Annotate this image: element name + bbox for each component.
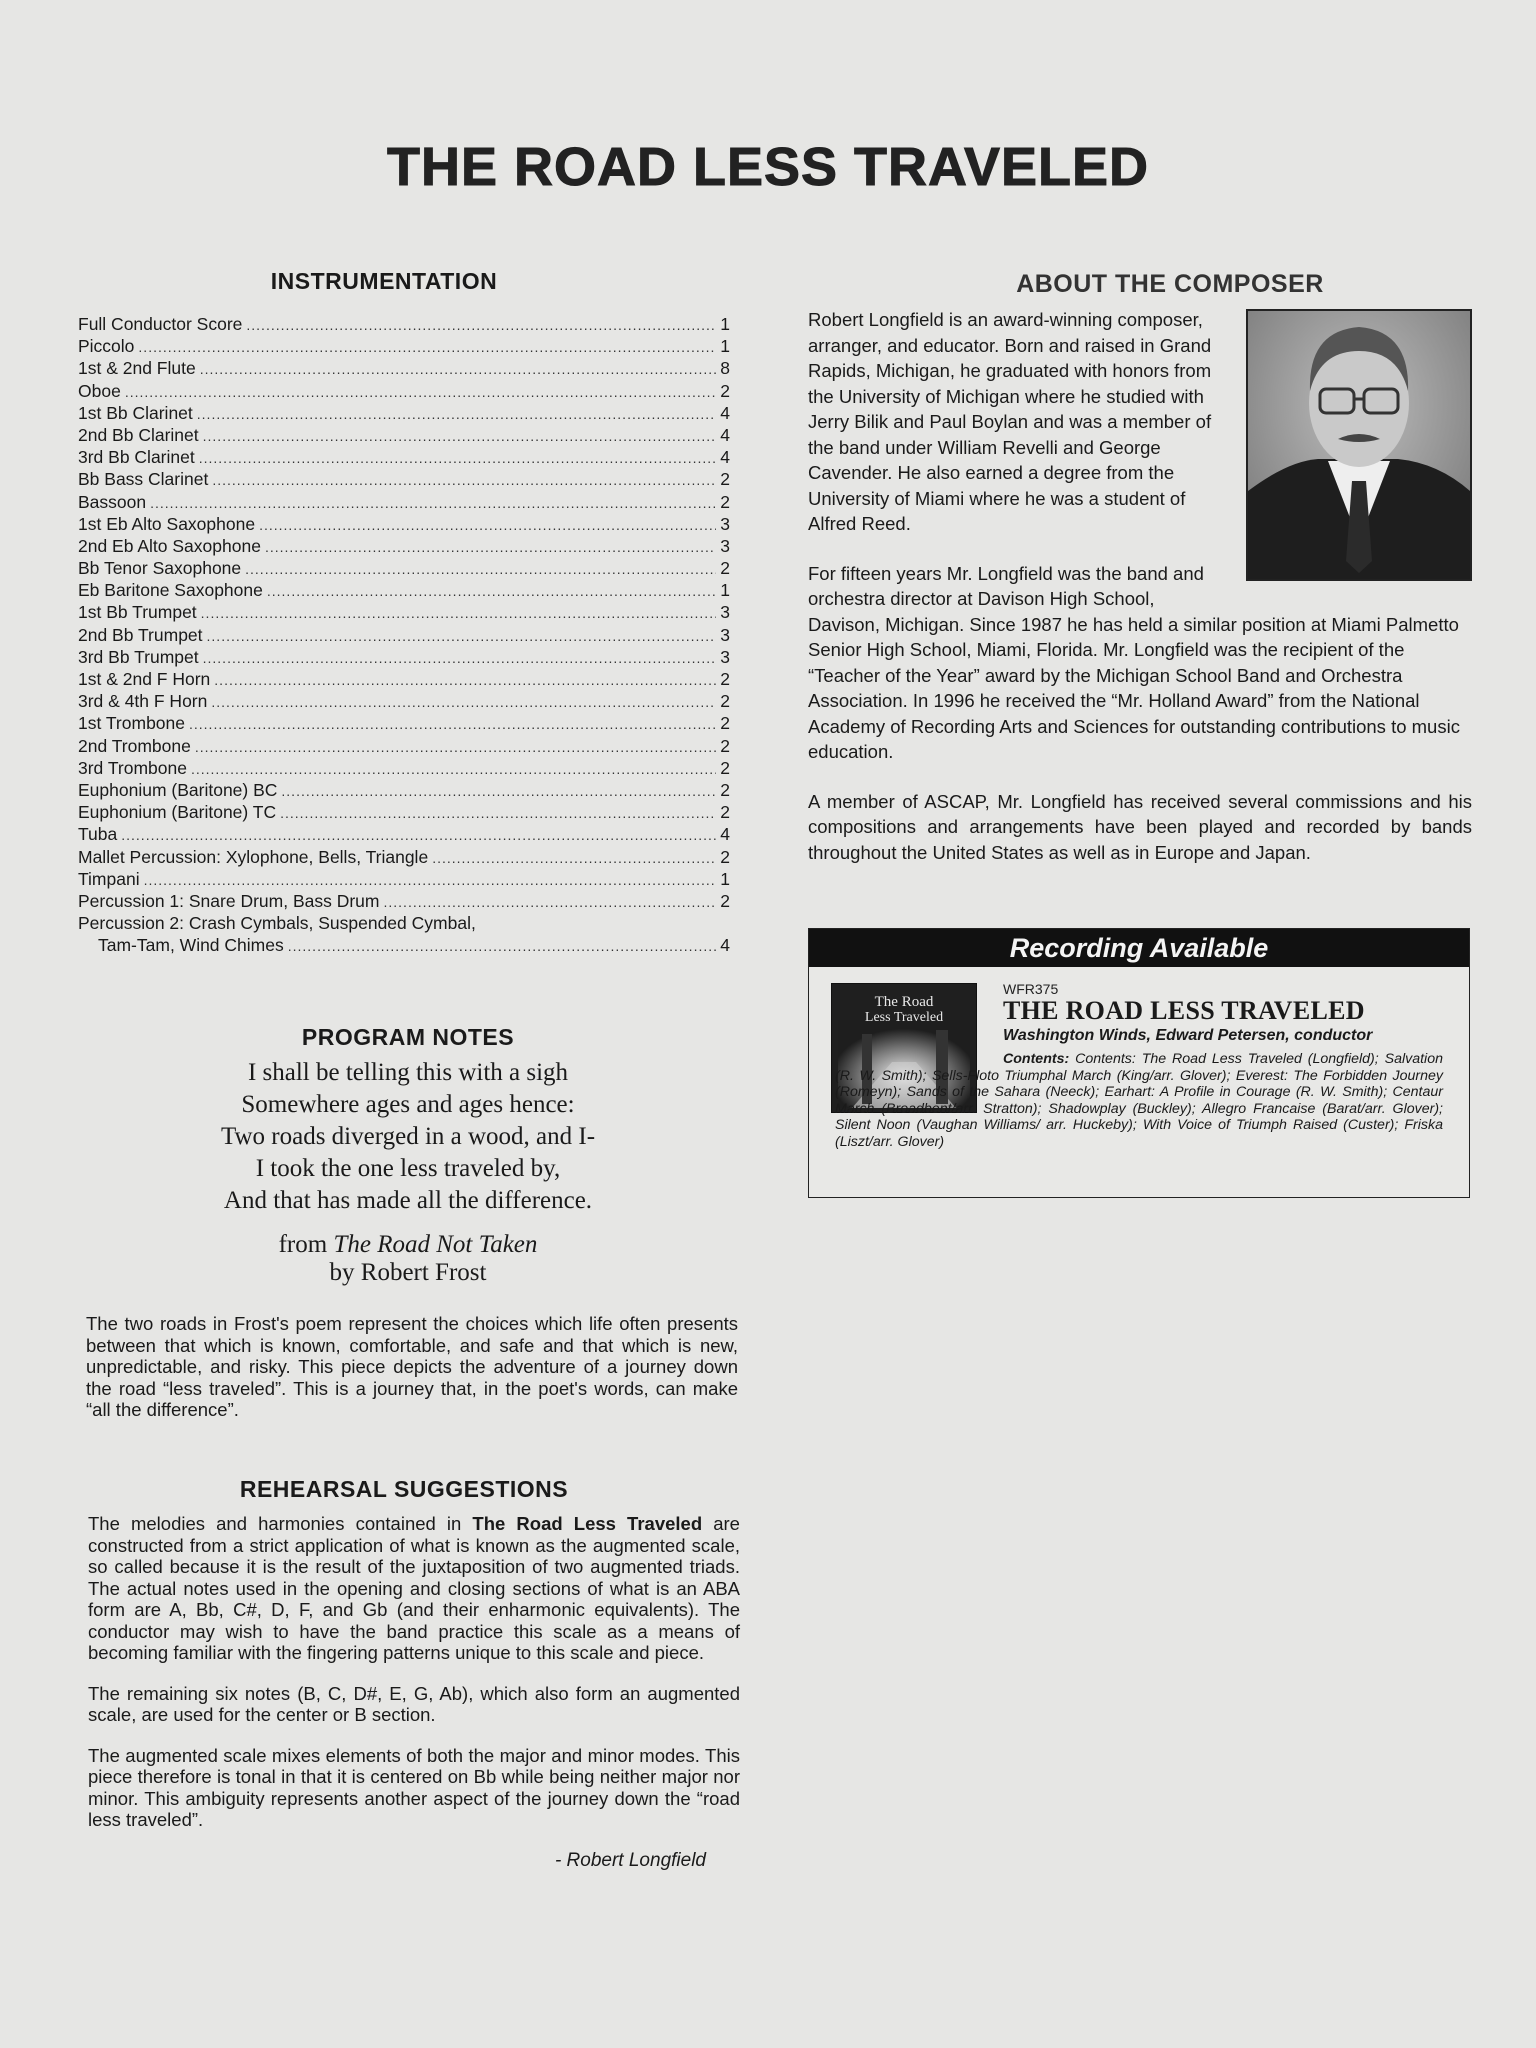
composer-photo [1246, 309, 1472, 581]
instrument-count: 2 [720, 757, 730, 778]
instrument-count: 3 [720, 513, 730, 534]
rehearsal-paragraph-3: The augmented scale mixes elements of both the major and minor modes. This piece therefore is tonal in that it is centered on Bb while being neither major nor minor. This ambiguity represents another aspect of the journey down the “road less traveled”. [88, 1744, 740, 1830]
dot-leader [212, 469, 716, 491]
instrument-name: 2nd Bb Clarinet [78, 424, 199, 445]
recording-heading: Recording Available [809, 929, 1469, 967]
poem-source [78, 1231, 738, 1287]
rehearsal-heading: REHEARSAL SUGGESTIONS [239, 1476, 569, 1502]
instrument-row-continued [78, 934, 730, 956]
program-notes-heading: PROGRAM NOTES [301, 1024, 515, 1050]
instrument-name: Percussion 2: Crash Cymbals, Suspended Cymbal, [78, 913, 476, 934]
instrument-row [78, 823, 730, 845]
poem-line: I took the one less traveled by, [255, 1155, 561, 1182]
instrument-count: 3 [720, 624, 730, 645]
dot-leader [197, 403, 716, 425]
about-paragraph-3: A member of ASCAP, Mr. Longfield has received several commissions and his compositions and arrangements have been played and recorded by bands throughout the United States as well as in Europe and Japan. [808, 790, 1472, 863]
about-paragraph-1: Robert Longfield is an award-winning composer, arranger, and educator. Born and raised in Grand Rapids, Michigan, he graduated with honors from the University of Michigan where he studied with Jerry Bilik and Paul Boylan and was a member of the band under William Revelli and George Cavender. He also earned a degree from the University of Miami where he was a student of Alfred Reed. [808, 309, 1212, 534]
poem-source-title: The Road Not Taken [333, 1231, 538, 1258]
instrument-name: 3rd Bb Trumpet [78, 646, 199, 667]
instrument-name: 1st & 2nd Flute [78, 358, 196, 379]
dot-leader [245, 558, 716, 580]
instrument-row [78, 890, 730, 912]
instrument-row [78, 779, 730, 801]
about-paragraph-2: For fifteen years Mr. Longfield was the band and orchestra director at Davison High School, Davison, Michigan. Since 1987 he has held a similar position at Miami Palmetto Senior High School, Miami, Florida. Mr. Longfield was the recipient of the “Teacher of the Year” award by the Michigan School Band and Orchestra Association. In 1996 he received the “Mr. Holland Award” from the National Academy of Recording Arts and Sciences for outstanding contributions to music education. [808, 562, 1460, 762]
instrument-row [78, 668, 730, 690]
dot-leader [288, 935, 716, 957]
instrument-row [78, 846, 730, 868]
composer-portrait-icon [1248, 311, 1470, 579]
instrument-count: 2 [720, 890, 730, 911]
poem-line: I shall be telling this with a sigh [247, 1059, 569, 1086]
performers: Washington Winds, Edward Petersen, conductor [1003, 1027, 1373, 1044]
instrument-name: Euphonium (Baritone) BC [78, 779, 278, 800]
instrument-count: 4 [720, 424, 730, 445]
instrument-name-continued: Tam-Tam, Wind Chimes [98, 935, 284, 956]
rehearsal-paragraph-2: The remaining six notes (B, C, D#, E, G, Ab), which also form an augmented scale, are used for the center or B section. [88, 1682, 740, 1725]
dot-leader [189, 713, 716, 735]
instrument-count: 4 [720, 447, 730, 468]
instrument-row [78, 402, 730, 424]
instrument-name: 2nd Bb Trumpet [78, 624, 203, 645]
instrument-name: Tuba [78, 824, 118, 845]
instrument-count: 3 [720, 602, 730, 623]
instrument-row [78, 424, 730, 446]
dot-leader [199, 447, 716, 469]
instrument-row [78, 868, 730, 890]
instrument-row [78, 735, 730, 757]
dot-leader [281, 780, 716, 802]
dot-leader [150, 492, 716, 514]
instrument-name: Bassoon [78, 491, 147, 512]
dot-leader [384, 891, 717, 913]
instrument-count: 2 [720, 846, 730, 867]
instrument-count: 2 [720, 558, 730, 579]
rehearsal-p1-text-after: are constructed from a strict application of what is known as the augmented scale, so called because it is the result of the juxtaposition of two augmented triads. The actual notes used in the opening and closing sections of what is an ABA form are A, Bb, C#, D, F, and Gb (and their enharmonic equivalents). The conductor may wish to have the band practice this scale as a means of becoming familiar with the fingering patterns unique to this scale and piece. [88, 1513, 740, 1663]
catalog-code: WFR375 [1003, 981, 1059, 997]
dot-leader [195, 736, 716, 758]
instrument-name: Piccolo [78, 336, 135, 357]
dot-leader [246, 314, 716, 336]
instrument-name: Oboe [78, 380, 121, 401]
dot-leader [432, 847, 716, 869]
instrument-count: 2 [720, 491, 730, 512]
instrument-row [78, 912, 730, 934]
instrument-row [78, 624, 730, 646]
instrument-count: 1 [720, 868, 730, 889]
instrument-name: Mallet Percussion: Xylophone, Bells, Triangle [78, 846, 429, 867]
instrument-row [78, 357, 730, 379]
dot-leader [214, 669, 716, 691]
instrument-row [78, 380, 730, 402]
contents-text: Contents: The Road Less Traveled (Longfield); Salvation (R. W. Smith); Sells-Floto Triumphal March (King/arr. Glover); Everest: The Forbidden Journey (Romeyn); Sands of the Sahara (Neeck); Earhart: A Profile in Courage (R. W. Smith); Centaur March (Broadbent/arr. Stratton); Shadowplay (Buckley); Allegro Francaise (Barat/arr. Glover); Silent Noon (Vaughan Williams/ arr. Huckeby); With Voice of Triumph Raised (Custer); Friska (Liszt/arr. Glover) [835, 1051, 1443, 1150]
dot-leader [125, 381, 716, 403]
instrument-name: Percussion 1: Snare Drum, Bass Drum [78, 890, 380, 911]
instrument-count: 1 [720, 580, 730, 601]
instrumentation-list [78, 313, 730, 956]
instrument-count: 2 [720, 802, 730, 823]
piece-title-bold: The Road Less Traveled [472, 1513, 703, 1534]
instrument-row [78, 335, 730, 357]
poem-source-author: by Robert Frost [329, 1259, 487, 1286]
cd-text-line1: The Road [874, 994, 934, 1010]
instrument-row [78, 579, 730, 601]
about-heading: ABOUT THE COMPOSER [1016, 270, 1324, 298]
instrument-row [78, 601, 730, 623]
instrumentation-heading: INSTRUMENTATION [270, 268, 498, 294]
instrument-count: 2 [720, 691, 730, 712]
instrument-name: 1st Bb Trumpet [78, 602, 197, 623]
instrument-name: Bb Tenor Saxophone [78, 558, 242, 579]
rehearsal-section [88, 1476, 740, 1872]
poem-line: Somewhere ages and ages hence: [241, 1091, 575, 1118]
dot-leader [144, 869, 716, 891]
instrument-count: 2 [720, 713, 730, 734]
recording-box [808, 928, 1470, 1198]
signature: - Robert Longfield [554, 1849, 706, 1871]
dot-leader [211, 691, 716, 713]
dot-leader [203, 425, 716, 447]
instrument-name: 1st Bb Clarinet [78, 402, 193, 423]
instrument-name: Timpani [78, 868, 140, 889]
instrument-count: 3 [720, 646, 730, 667]
rehearsal-paragraph-1 [88, 1513, 740, 1664]
instrument-row [78, 712, 730, 734]
instrument-row [78, 535, 730, 557]
dot-leader [203, 647, 716, 669]
instrument-name: 3rd Trombone [78, 757, 187, 778]
program-notes-body: The two roads in Frost's poem represent the choices which life often presents between that which is known, comfortable, and safe and that which is new, unpredictable, and risky. This piece depicts the adventure of a journey down the road “less traveled”. This is a journey that, in the poet's words, can make “all the difference”. [86, 1313, 738, 1420]
instrument-count: 1 [720, 314, 730, 334]
dot-leader [200, 358, 716, 380]
instrument-count: 2 [720, 380, 730, 401]
instrument-row [78, 646, 730, 668]
instrument-name: Euphonium (Baritone) TC [78, 802, 277, 823]
instrument-name: 3rd & 4th F Horn [78, 691, 208, 712]
dot-leader [280, 802, 716, 824]
instrument-count: 4 [720, 935, 730, 956]
instrument-row [78, 491, 730, 513]
instrument-count: 8 [720, 358, 730, 379]
cd-text-line2: Less Traveled [864, 1010, 944, 1025]
instrument-name: 3rd Bb Clarinet [78, 447, 195, 468]
dot-leader [121, 824, 716, 846]
instrument-row [78, 801, 730, 823]
instrument-count: 2 [720, 735, 730, 756]
dot-leader [201, 602, 716, 624]
about-composer-section [808, 270, 1472, 889]
instrument-count: 2 [720, 669, 730, 689]
instrument-row [78, 557, 730, 579]
page-title: THE ROAD LESS TRAVELED [386, 137, 1150, 197]
instrumentation-section [78, 268, 730, 956]
instrument-count: 4 [720, 402, 730, 423]
instrument-row [78, 513, 730, 535]
dot-leader [259, 514, 716, 536]
dot-leader [191, 758, 716, 780]
instrument-name: Bb Bass Clarinet [78, 469, 209, 490]
instrument-row [78, 446, 730, 468]
instrument-row [78, 468, 730, 490]
poem [78, 1057, 738, 1217]
dot-leader [267, 580, 716, 602]
album-title: THE ROAD LESS TRAVELED [1003, 996, 1365, 1025]
instrument-count: 2 [720, 469, 730, 490]
instrument-count: 2 [720, 779, 730, 800]
dot-leader [265, 536, 716, 558]
instrument-count: 4 [720, 824, 730, 845]
instrument-row [78, 313, 730, 335]
instrument-name: Full Conductor Score [78, 314, 243, 334]
poem-line: And that has made all the difference. [223, 1187, 593, 1214]
instrument-row [78, 690, 730, 712]
instrument-count: 1 [720, 336, 730, 357]
contents-label: Contents: [1003, 1051, 1070, 1067]
instrument-name: 2nd Eb Alto Saxophone [78, 535, 261, 556]
rehearsal-p1-text: The melodies and harmonies contained in [88, 1513, 473, 1534]
poem-line: Two roads diverged in a wood, and I- [220, 1123, 596, 1150]
instrument-count: 3 [720, 535, 730, 556]
album-contents [835, 1051, 1443, 1150]
dot-leader [138, 336, 716, 358]
dot-leader [207, 625, 716, 647]
instrument-name: 1st Trombone [78, 713, 185, 734]
program-notes-section [78, 1024, 738, 1421]
recording-info [1003, 981, 1447, 1045]
instrument-row [78, 757, 730, 779]
poem-source-prefix: from [278, 1231, 328, 1258]
instrument-name: 1st & 2nd F Horn [78, 669, 211, 689]
instrument-name: 2nd Trombone [78, 735, 191, 756]
instrument-name: Eb Baritone Saxophone [78, 580, 263, 601]
instrument-name: 1st Eb Alto Saxophone [78, 513, 256, 534]
